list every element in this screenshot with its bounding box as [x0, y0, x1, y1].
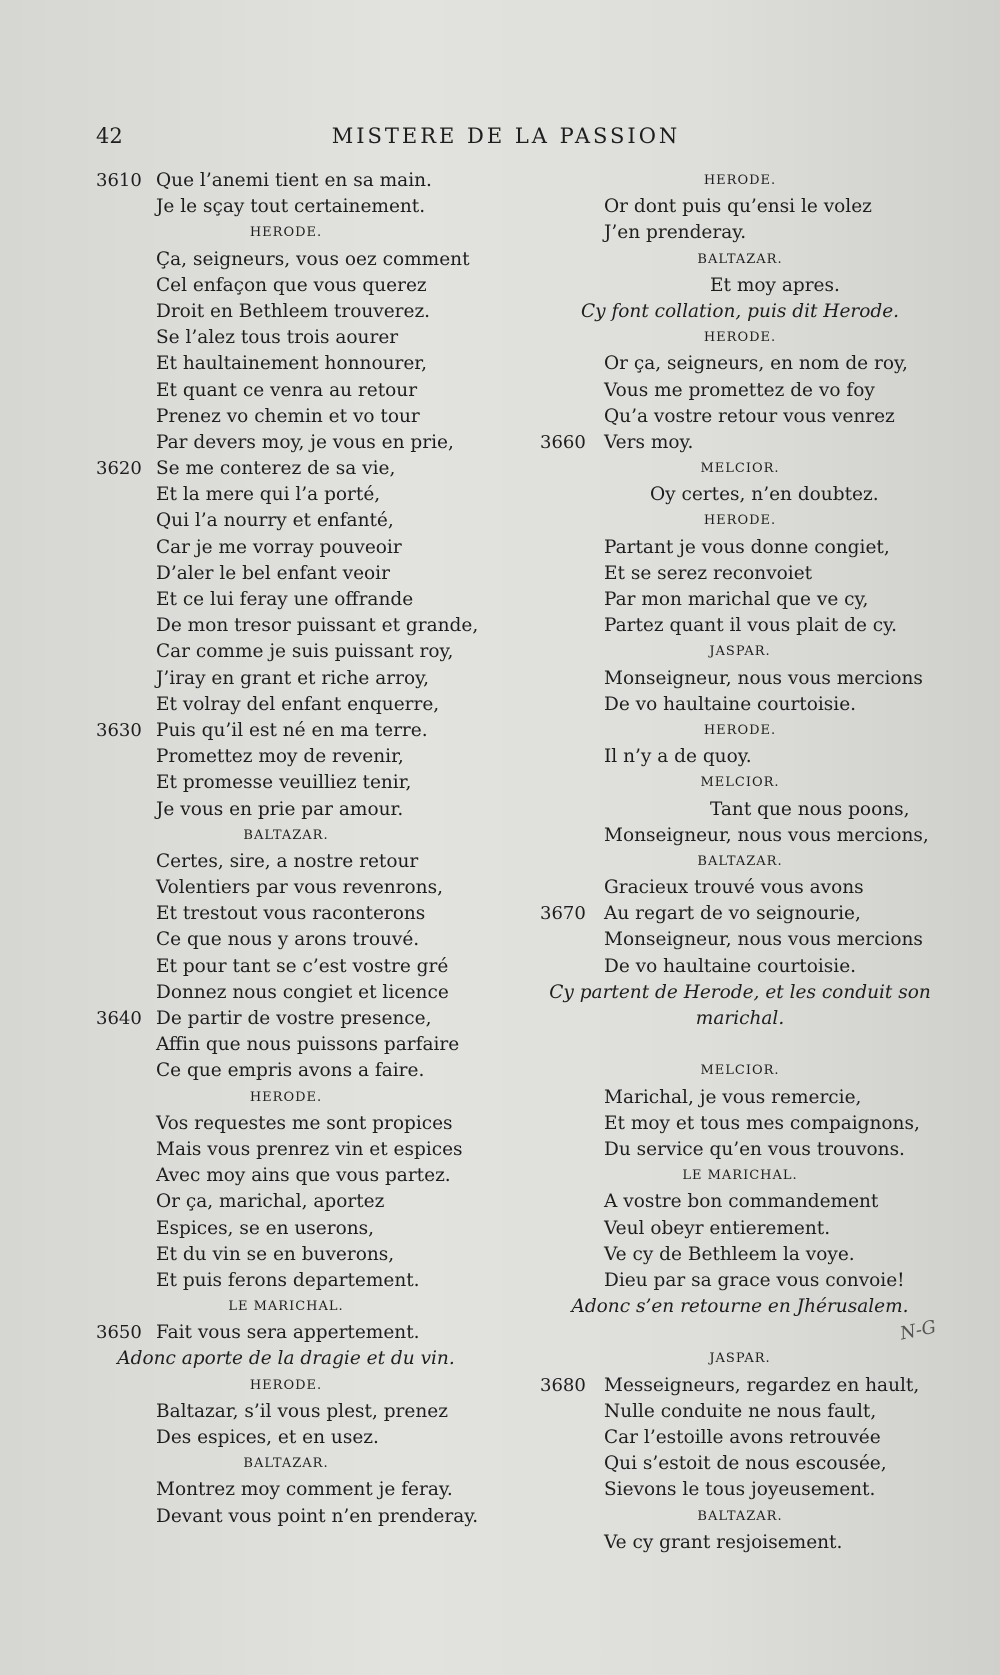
verse-text: Qui l’a nourry et enfanté,	[156, 510, 394, 532]
verse-line	[540, 273, 940, 299]
verse-line	[96, 639, 476, 665]
stage-direction-text: marichal.	[695, 1008, 785, 1029]
verse-line	[540, 1085, 940, 1111]
verse-line	[96, 770, 476, 796]
verse-text: De vo haultaine courtoisie.	[604, 955, 857, 977]
verse-line	[540, 901, 940, 927]
verse-line	[540, 404, 940, 430]
verse-text: Marichal, je vous remercie,	[604, 1086, 862, 1108]
line-number: 3620	[96, 458, 142, 480]
verse-text: Ça, seigneurs, vous oez comment	[156, 248, 470, 270]
blank-line	[540, 1320, 940, 1346]
verse-text: Messeigneurs, regardez en hault,	[604, 1374, 920, 1396]
speaker-label: LE MARICHAL.	[228, 1299, 344, 1315]
verse-line	[96, 954, 476, 980]
verse-line	[540, 430, 940, 456]
right-column	[540, 168, 940, 1556]
verse-text: Donnez nous congiet et licence	[156, 981, 449, 1003]
speaker-label: LE MARICHAL.	[682, 1168, 798, 1184]
stage-direction	[540, 1006, 940, 1032]
verse-line	[540, 613, 940, 639]
verse-line	[96, 1163, 476, 1189]
speaker-label: HERODE.	[249, 1089, 323, 1105]
speaker-label: HERODE.	[703, 330, 777, 346]
verse-text: De vo haultaine courtoisie.	[604, 693, 857, 715]
verse-text: Ce que empris avons a faire.	[156, 1060, 425, 1082]
verse-line	[96, 744, 476, 770]
verse-text: Qu’a vostre retour vous venrez	[604, 405, 895, 427]
speaker-label: BALTAZAR.	[697, 251, 783, 267]
stage-direction	[96, 1346, 476, 1372]
verse-text: Promettez moy de revenir,	[156, 746, 404, 768]
verse-line	[540, 1425, 940, 1451]
verse-line	[96, 901, 476, 927]
stage-direction	[540, 1294, 940, 1320]
stage-direction-text: Adonc s’en retourne en Jhérusalem.	[571, 1296, 909, 1318]
verse-text: Espices, se en userons,	[156, 1217, 375, 1239]
speaker-name	[540, 247, 940, 273]
speaker-label: HERODE.	[249, 1377, 323, 1393]
verse-text: Partez quant il vous plait de cy.	[604, 615, 898, 637]
verse-line	[96, 351, 476, 377]
verse-line	[540, 1477, 940, 1503]
verse-text: Il n’y a de quoy.	[604, 746, 752, 768]
verse-text: Et puis ferons departement.	[156, 1269, 420, 1291]
verse-text: Et pour tant se c’est vostre gré	[156, 955, 449, 977]
verse-text: Partant je vous donne congiet,	[604, 536, 890, 558]
verse-line	[96, 1216, 476, 1242]
verse-text: Affin que nous puissons parfaire	[156, 1034, 460, 1056]
speaker-name	[540, 1163, 940, 1189]
verse-text: Et se serez reconvoiet	[604, 562, 813, 584]
page-header	[96, 124, 916, 158]
verse-text: Car comme je suis puissant roy,	[156, 641, 454, 663]
verse-line	[540, 1189, 940, 1215]
verse-text: Ce que nous y arons trouvé.	[156, 929, 420, 951]
verse-text: J’iray en grant et riche arroy,	[156, 667, 429, 689]
verse-line	[540, 1399, 940, 1425]
verse-line	[96, 927, 476, 953]
verse-line	[540, 692, 940, 718]
verse-text: Et volray del enfant enquerre,	[156, 693, 440, 715]
verse-line	[96, 797, 476, 823]
verse-text: Ve cy grant resjoisement.	[604, 1531, 843, 1553]
verse-text: Avec moy ains que vous partez.	[156, 1165, 451, 1187]
speaker-label: BALTAZAR.	[243, 1456, 329, 1472]
stage-direction-text: Cy partent de Herode, et les conduit son	[549, 981, 931, 1003]
verse-text: Par mon marichal que ve cy,	[604, 589, 869, 610]
verse-text: Je le sçay tout certainement.	[156, 196, 426, 218]
verse-line	[540, 561, 940, 587]
verse-line	[540, 482, 940, 508]
speaker-name	[540, 168, 940, 194]
line-number: 3610	[96, 170, 142, 191]
handwritten-margin-note: N-G	[898, 1316, 939, 1345]
speaker-name	[96, 1451, 476, 1477]
verse-text: Je vous en prie par amour.	[156, 798, 404, 820]
verse-line	[96, 1504, 479, 1530]
verse-text: Tant que nous poons,	[710, 798, 910, 820]
verse-text: Devant vous point n’en prenderay.	[156, 1505, 479, 1527]
verse-text: Volentiers par vous revenrons,	[156, 877, 443, 899]
verse-line	[96, 194, 476, 220]
speaker-name	[540, 1058, 940, 1084]
verse-text: Gracieux trouvé vous avons	[604, 877, 864, 899]
verse-text: Au regart de vo seignourie,	[604, 903, 861, 925]
stage-direction	[540, 299, 940, 325]
verse-text: Monseigneur, nous vous mercions	[604, 929, 923, 951]
verse-text: Et quant ce venra au retour	[156, 379, 418, 401]
verse-line	[540, 666, 940, 692]
verse-text: Ve cy de Bethleem la voye.	[604, 1243, 855, 1265]
verse-text: Du service qu’en vous trouvons.	[604, 1138, 905, 1160]
speaker-name	[540, 849, 940, 875]
verse-text: Et la mere qui l’a porté,	[156, 484, 381, 506]
verse-line	[96, 561, 476, 587]
speaker-name	[540, 718, 940, 744]
verse-text: Et haultainement honnourer,	[156, 353, 427, 375]
speaker-label: MELCIOR.	[700, 1063, 780, 1079]
verse-line	[540, 587, 940, 613]
verse-text: Se l’alez tous trois aourer	[156, 327, 399, 349]
verse-line	[540, 1530, 940, 1556]
stage-direction-text: Adonc aporte de la dragie et du vin.	[117, 1348, 455, 1370]
verse-text: Vous me promettez de vo foy	[604, 379, 875, 401]
verse-line	[540, 823, 940, 849]
verse-line	[96, 666, 476, 692]
speaker-name	[540, 770, 940, 796]
verse-text: Monseigneur, nous vous mercions	[604, 667, 923, 689]
verse-line	[96, 535, 476, 561]
speaker-name	[540, 508, 940, 534]
speaker-name	[540, 1504, 940, 1530]
stage-direction	[540, 980, 940, 1006]
verse-line	[96, 247, 476, 273]
verse-line	[96, 1137, 476, 1163]
speaker-label: JASPAR.	[709, 644, 771, 660]
verse-text: Se me conterez de sa vie,	[156, 458, 396, 480]
verse-text: Des espices, et en usez.	[156, 1427, 379, 1448]
speaker-label: JASPAR.	[709, 1351, 771, 1367]
verse-line	[540, 1242, 940, 1268]
verse-line	[96, 1320, 476, 1346]
verse-line	[540, 1111, 940, 1137]
verse-line	[96, 508, 476, 534]
verse-text: A vostre bon commandement	[604, 1191, 879, 1213]
speaker-label: HERODE.	[703, 513, 777, 529]
verse-line	[540, 535, 940, 561]
verse-line	[540, 1137, 940, 1163]
verse-line	[540, 1451, 940, 1477]
speaker-name	[96, 823, 476, 849]
verse-line	[540, 954, 940, 980]
verse-text: Et moy apres.	[710, 274, 840, 296]
verse-line	[96, 430, 476, 456]
speaker-label: HERODE.	[703, 173, 777, 188]
line-number: 3670	[540, 903, 586, 925]
verse-line	[540, 220, 940, 246]
verse-line	[96, 1058, 476, 1084]
verse-line	[540, 744, 940, 770]
verse-line	[96, 1477, 476, 1503]
speaker-label: BALTAZAR.	[243, 827, 329, 843]
verse-line	[540, 351, 940, 377]
verse-text: Prenez vo chemin et vo tour	[156, 405, 420, 427]
page-number: 42	[96, 124, 123, 148]
speaker-name	[96, 220, 476, 246]
verse-line	[540, 378, 940, 404]
speaker-name	[540, 639, 940, 665]
line-number: 3640	[96, 1008, 142, 1029]
verse-line	[540, 1216, 940, 1242]
verse-line	[96, 980, 476, 1006]
verse-text: Or dont puis qu’ensi le volez	[604, 196, 872, 218]
left-column	[96, 168, 479, 1530]
line-number: 3650	[96, 1322, 142, 1344]
verse-line	[96, 587, 476, 613]
verse-line	[96, 1399, 476, 1425]
verse-line	[96, 299, 476, 325]
speaker-name	[96, 1373, 476, 1399]
verse-line	[540, 927, 940, 953]
verse-text: Or ça, seigneurs, en nom de roy,	[604, 353, 908, 375]
speaker-label: HERODE.	[249, 225, 323, 241]
verse-text: Monseigneur, nous vous mercions,	[604, 824, 929, 846]
verse-text: Dieu par sa grace vous convoie!	[604, 1269, 905, 1291]
speaker-label: BALTAZAR.	[697, 1508, 783, 1524]
verse-text: Sievons le tous joyeusement.	[604, 1479, 876, 1501]
verse-text: Et moy et tous mes compaignons,	[604, 1112, 920, 1134]
verse-text: Montrez moy comment je feray.	[156, 1479, 453, 1501]
verse-text: Nulle conduite ne nous fault,	[604, 1400, 877, 1422]
speaker-label: HERODE.	[703, 722, 777, 738]
verse-text: Et trestout vous raconterons	[156, 903, 426, 925]
verse-text: Veul obeyr entierement.	[604, 1217, 831, 1239]
verse-text: Par devers moy, je vous en prie,	[156, 431, 454, 453]
verse-text: Vers moy.	[604, 431, 694, 453]
verse-line	[96, 273, 476, 299]
verse-line	[540, 797, 940, 823]
verse-line	[540, 875, 940, 901]
verse-line	[96, 378, 476, 404]
verse-text: Oy certes, n’en doubtez.	[650, 484, 879, 506]
speaker-label: MELCIOR.	[700, 775, 780, 791]
speaker-name	[96, 1294, 476, 1320]
verse-text: Mais vous prenrez vin et espices	[156, 1138, 463, 1160]
verse-line	[96, 1425, 476, 1451]
line-number: 3630	[96, 719, 142, 741]
verse-line	[96, 404, 476, 430]
verse-text: Vos requestes me sont propices	[156, 1112, 453, 1134]
verse-line	[96, 1268, 476, 1294]
stage-direction-text: Cy font collation, puis dit Herode.	[580, 300, 900, 322]
speaker-name	[540, 325, 940, 351]
verse-line	[96, 1032, 476, 1058]
verse-line	[96, 1189, 476, 1215]
verse-text: Et du vin se en buverons,	[156, 1243, 395, 1265]
verse-line	[96, 875, 476, 901]
verse-text: De partir de vostre presence,	[156, 1008, 432, 1029]
verse-text: J’en prenderay.	[604, 222, 747, 244]
verse-line	[96, 482, 476, 508]
verse-text: Certes, sire, a nostre retour	[156, 850, 419, 872]
speaker-name	[540, 1346, 940, 1372]
line-number: 3660	[540, 431, 586, 453]
verse-line	[96, 1111, 476, 1137]
verse-line	[96, 718, 476, 744]
speaker-label: BALTAZAR.	[697, 853, 783, 869]
verse-text: Et ce lui feray une offrande	[156, 589, 414, 610]
verse-line	[96, 692, 476, 718]
verse-line	[96, 325, 476, 351]
speaker-name	[96, 1085, 476, 1111]
verse-text: De mon tresor puissant et grande,	[156, 615, 479, 637]
speaker-label: MELCIOR.	[700, 461, 780, 477]
verse-text: Car l’estoille avons retrouvée	[604, 1427, 881, 1448]
verse-text: Or ça, marichal, aportez	[156, 1191, 385, 1213]
verse-text: Droit en Bethleem trouverez.	[156, 300, 431, 322]
verse-line	[540, 1268, 940, 1294]
verse-text: Car je me vorray pouveoir	[156, 536, 402, 558]
verse-line	[96, 168, 476, 194]
running-title: MISTERE DE LA PASSION	[331, 124, 681, 148]
verse-text: Cel enfaçon que vous querez	[156, 274, 427, 296]
verse-text: Baltazar, s’il vous plest, prenez	[156, 1400, 448, 1422]
line-number: 3680	[540, 1374, 586, 1396]
verse-text: Qui s’estoit de nous escousée,	[604, 1453, 887, 1475]
verse-text: Et promesse veuilliez tenir,	[156, 772, 412, 794]
verse-text: Puis qu’il est né en ma terre.	[156, 719, 428, 741]
verse-line	[540, 1373, 940, 1399]
verse-line	[96, 1006, 476, 1032]
verse-text: Que l’anemi tient en sa main.	[156, 170, 432, 191]
verse-line	[96, 1242, 476, 1268]
verse-text: Fait vous sera appertement.	[156, 1322, 420, 1344]
verse-line	[96, 849, 476, 875]
verse-line	[96, 613, 479, 639]
blank-line	[540, 1032, 940, 1058]
speaker-name	[540, 456, 940, 482]
verse-line	[540, 194, 940, 220]
verse-text: D’aler le bel enfant veoir	[156, 562, 390, 584]
verse-line	[96, 456, 476, 482]
